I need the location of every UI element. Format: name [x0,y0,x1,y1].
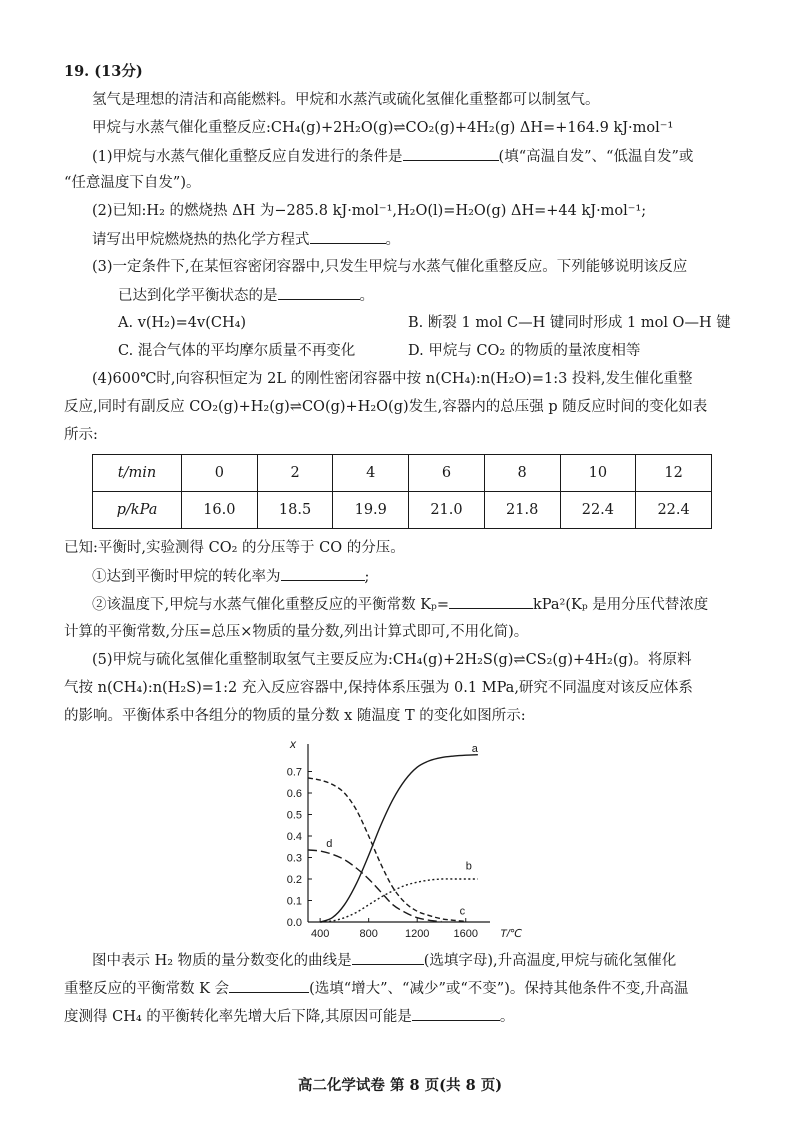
table-cell: 19.9 [333,492,409,529]
series-line-a [320,755,478,922]
y-tick-label: 0.1 [286,895,302,908]
part4-q2-line [92,594,708,615]
part3-line2 [118,285,374,306]
part3-answer-blank[interactable] [278,285,360,300]
part4-text-a: (4)600℃时,向容积恒定为 2L 的刚性密闭容器中按 n(CH₄):n(H₂O)=1:3 投料,发生催化重整 [92,371,693,387]
part5-k-blank[interactable] [229,978,309,993]
part2-line2 [92,229,400,250]
table-cell: 18.5 [257,492,333,529]
option-c: C. 混合气体的平均摩尔质量不再变化 [118,343,356,359]
part5-reason-blank[interactable] [412,1006,500,1021]
table-cell: 8 [484,455,560,492]
x-tick-label: 1200 [404,928,430,940]
y-tick-label: 0.6 [286,788,302,800]
part3-text-b: 已达到化学平衡状态的是 [118,288,278,304]
part5-after-c-end: 。 [499,1009,515,1025]
series-label-b: b [465,860,472,873]
part5-after-line3 [64,1006,514,1027]
question-intro: 氢气是理想的清洁和高能燃料。甲烷和水蒸汽或硫化氢催化重整都可以制氢气。 [92,92,600,108]
part4-q2-b: kPa²(Kₚ 是用分压代替浓度 [533,597,709,613]
table-cell: 12 [636,455,712,492]
y-tick-label: 0.0 [286,917,302,929]
table-cell: 16.0 [182,492,258,529]
option-b: B. 断裂 1 mol C—H 键同时形成 1 mol O—H 键 [408,315,731,331]
part5-after-c: 度测得 CH₄ 的平衡转化率先增大后下降,其原因可能是 [64,1009,412,1025]
y-tick-label: 0.3 [286,852,302,865]
part4-q1-line [92,566,369,587]
part4-q1-blank[interactable] [281,566,365,581]
table-cell: 6 [409,455,485,492]
table-cell: 2 [257,455,333,492]
option-d: D. 甲烷与 CO₂ 的物质的量浓度相等 [408,343,641,359]
part1-text-a: (1)甲烷与水蒸气催化重整反应自发进行的条件是 [92,149,403,165]
main-reaction: 甲烷与水蒸气催化重整反应:CH₄(g)+2H₂O(g)⇌CO₂(g)+4H₂(g) ΔH=+164.9 kJ·mol⁻¹ [92,120,674,136]
part1-line1 [92,146,693,167]
part5-text-c: 的影响。平衡体系中各组分的物质的量分数 x 随温度 T 的变化如图所示: [64,708,526,724]
part5-text-a: (5)甲烷与硫化氢催化重整制取氢气主要反应为:CH₄(g)+2H₂S(g)⇌CS₂(g)+4H₂(g)。将原料 [92,652,692,668]
part5-after-b: 重整反应的平衡常数 K 会 [64,981,230,997]
table-cell: 4 [333,455,409,492]
y-axis-label: x [290,737,296,751]
part5-text-b: 气按 n(CH₄):n(H₂S)=1:2 充入反应容器中,保持体系压强为 0.1 MPa,研究不同温度对该反应体系 [64,680,693,696]
part5-after-a2: (选填字母),升高温度,甲烷与硫化氢催化 [423,953,677,969]
series-label-c: c [459,905,466,918]
series-label-a: a [471,743,478,756]
part4-q1-end: ; [364,569,370,585]
y-tick-label: 0.5 [286,809,302,822]
table-header-pressure: p/kPa [93,492,182,529]
part5-after-line1 [92,950,676,971]
y-tick-label: 0.7 [286,766,302,779]
table-header-time: t/min [93,455,182,492]
part4-q1: ①达到平衡时甲烷的转化率为 [92,569,281,585]
part1-answer-blank[interactable] [403,146,499,161]
y-tick-label: 0.4 [286,831,302,843]
series-label-d: d [326,837,333,850]
part3-text-a: (3)一定条件下,在某恒容密闭容器中,只发生甲烷与水蒸气催化重整反应。下列能够说明该反应 [92,259,688,275]
part4-known: 已知:平衡时,实验测得 CO₂ 的分压等于 CO 的分压。 [64,540,405,556]
table-row [93,455,712,492]
part2-text-b-end: 。 [385,232,400,248]
table-row [93,492,712,529]
mole-fraction-chart [262,732,562,942]
table-cell: 10 [560,455,636,492]
series-line-d [308,850,441,922]
part5-after-line2 [64,978,688,999]
part1-text-b: (填“高温自发”、“低温自发”或 [498,149,694,165]
part3-text-b-end: 。 [359,288,374,304]
x-tick-label: 800 [359,928,378,940]
y-tick-label: 0.2 [286,874,302,886]
part4-q2-c: 计算的平衡常数,分压=总压×物质的量分数,列出计算式即可,不用化简)。 [64,624,529,640]
part1-text-c: “任意温度下自发”)。 [64,175,201,191]
series-line-b [320,879,478,922]
question-number: 19. (13分) [64,63,143,80]
part4-q2-blank[interactable] [449,594,533,609]
part2-text-b: 请写出甲烷燃烧热的热化学方程式 [92,232,310,248]
table-cell: 0 [182,455,258,492]
part5-curve-blank[interactable] [352,950,424,965]
part4-q2-a: ②该温度下,甲烷与水蒸气催化重整反应的平衡常数 Kₚ= [92,597,449,613]
pressure-table [92,454,712,529]
part5-after-b2: (选填“增大”、“减少”或“不变”)。保持其他条件不变,升高温 [309,981,689,997]
part2-text-a: (2)已知:H₂ 的燃烧热 ΔH 为−285.8 kJ·mol⁻¹,H₂O(l)=H₂O(g) ΔH=+44 kJ·mol⁻¹; [92,203,647,219]
x-axis-label: T/℃ [500,928,523,940]
x-tick-label: 1600 [453,928,478,940]
part4-text-b: 反应,同时有副反应 CO₂(g)+H₂(g)⇌CO(g)+H₂O(g)发生,容器内的总压强 p 随反应时间的变化如表 [64,399,708,415]
table-cell: 22.4 [560,492,636,529]
part2-answer-blank[interactable] [310,229,386,244]
option-a: A. v(H₂)=4v(CH₄) [118,315,247,331]
table-cell: 22.4 [636,492,712,529]
page-footer: 高二化学试卷 第 8 页(共 8 页) [297,1077,503,1094]
part4-text-c: 所示: [64,427,98,443]
part5-after-a: 图中表示 H₂ 物质的量分数变化的曲线是 [92,953,352,969]
table-cell: 21.8 [484,492,560,529]
table-cell: 21.0 [409,492,485,529]
x-tick-label: 400 [310,928,330,940]
